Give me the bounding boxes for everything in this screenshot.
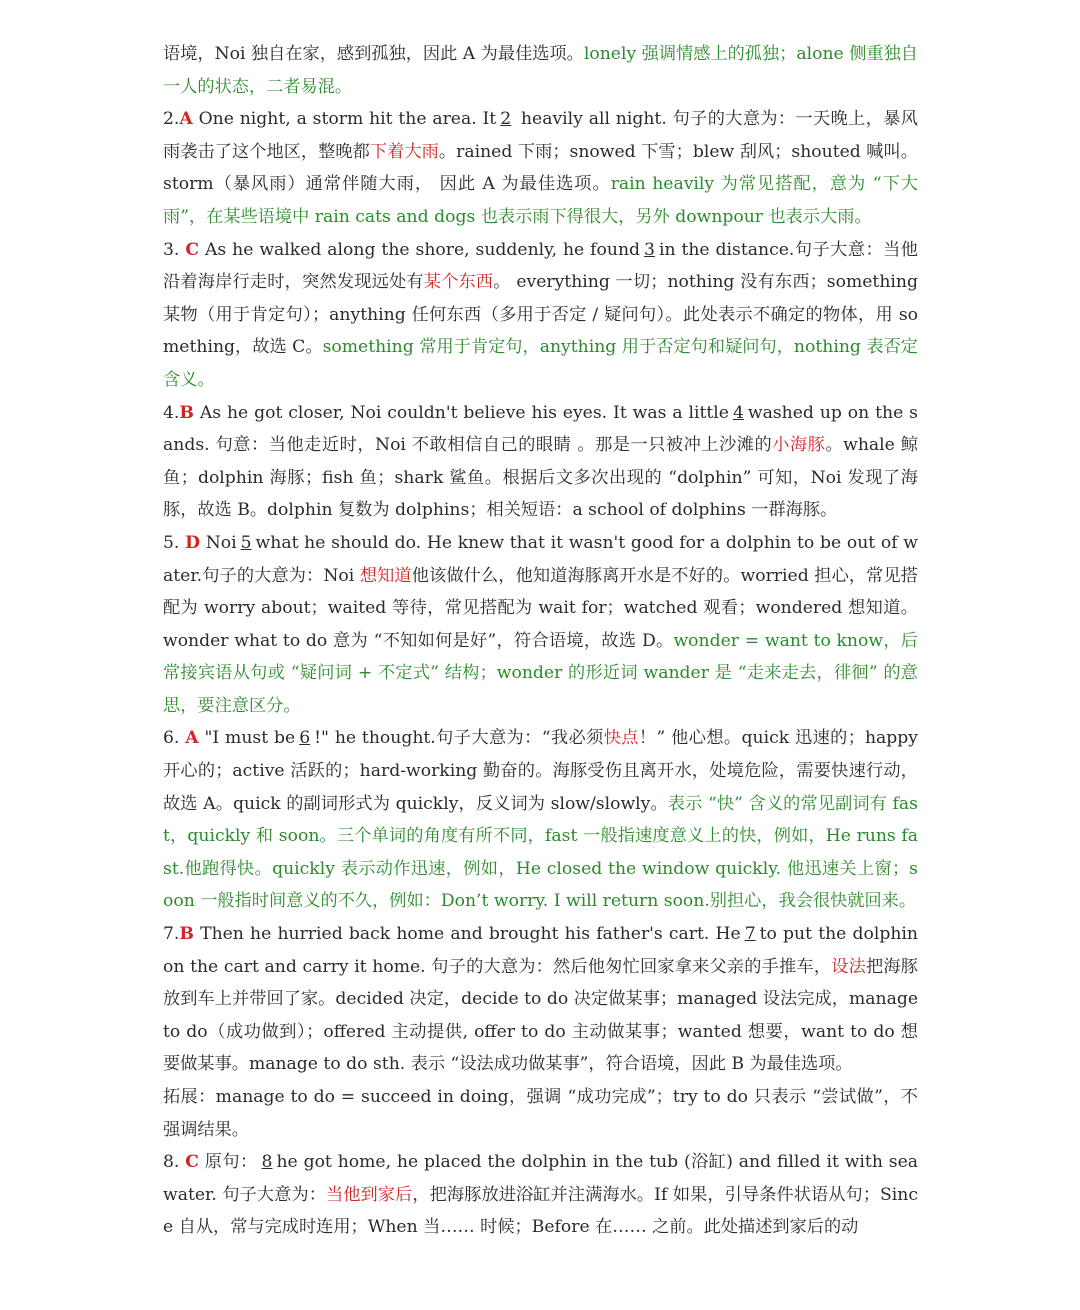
note-segment: 表示 “快” 含义的常见副词有 fast，quickly 和 soon。三个单词的角度有所不同，fast 一般指速度意义上的快，例如，He runs fast.他跑得快。quickly 表示动作迅速，例如，He closed the window quickly. 他迅速关上窗；soon 一般指时间意义的不久，例如：Don’t worry. I will return soon.别担心，我会很快就回来。	[163, 793, 918, 912]
blank-number: 6	[299, 728, 311, 749]
question-number: 8.	[163, 1152, 186, 1173]
paragraph-context-end	[163, 38, 918, 103]
text-segment: One night, a storm hit the area. It	[192, 109, 497, 130]
text-segment: in the distance.句子大意：当他沿着海岸行走时，突然发现远处有	[163, 239, 918, 293]
note-segment: lonely 强调情感上的孤独；alone 侧重独自一人的状态，二者易混。	[163, 44, 918, 97]
highlight-segment: 小海豚	[772, 435, 826, 456]
text-segment: 语境，Noi 独自在家，感到孤独，因此 A 为最佳选项。	[163, 44, 584, 64]
answer-letter: A	[179, 109, 193, 130]
note-segment: rain heavily 为常见搭配，意为 “下大雨”，在某些语境中 rain cats and dogs 也表示雨下得很大，另外 downpour 也表示大雨。	[163, 174, 918, 227]
blank-number: 5	[240, 532, 252, 553]
text-segment: As he walked along the shore, suddenly, he found	[199, 239, 641, 260]
paragraph-q4	[163, 397, 918, 527]
paragraph-q7	[163, 918, 918, 1081]
highlight-segment: 某个东西	[423, 272, 494, 293]
paragraph-q5	[163, 527, 918, 723]
text-segment: 。whale 鲸鱼；dolphin 海豚；fish 鱼；shark 鲨鱼。根据后文多次出现的 “dolphin” 可知，Noi 发现了海豚，故选 B。dolphin 复数为 dolphins；相关短语：a school of dolphins 一群海豚。	[163, 435, 918, 521]
text-segment: what he should do. He knew that it wasn't good for a dolphin to be out of water.句子的大意为：Noi	[163, 532, 918, 586]
text-segment: 。rained 下雨；snowed 下雪；blew 刮风；shouted 喊叫。storm（暴风雨）通常伴随大雨， 因此 A 为最佳选项。	[163, 141, 918, 195]
highlight-segment: 快点	[603, 728, 639, 749]
text-segment: Noi	[200, 532, 237, 553]
blank-number: 3	[644, 239, 655, 260]
blank-number: 2	[500, 109, 512, 130]
answer-letter: C	[185, 239, 200, 260]
paragraph-q6	[163, 722, 918, 918]
text-segment: 拓展：manage to do = succeed in doing，强调 “成功完成”；try to do 只表示 “尝试做”，不强调结果。	[163, 1087, 918, 1140]
question-number: 2.	[163, 109, 180, 130]
note-segment: something 常用于肯定句，anything 用于否定句和疑问句，nothing 表否定含义。	[163, 337, 918, 390]
question-number: 6.	[163, 728, 186, 749]
answer-letter: A	[185, 728, 199, 749]
text-segment: he got home, he placed the dolphin in the tub (浴缸) and filled it with sea water. 句子大意为：	[163, 1152, 918, 1205]
question-number: 7.	[163, 924, 180, 945]
paragraph-q8	[163, 1146, 918, 1244]
answer-letter: D	[185, 532, 201, 553]
blank-number: 4	[732, 402, 744, 423]
question-number: 3.	[163, 239, 186, 260]
note-segment: wonder = want to know，后常接宾语从句或 “疑问词 + 不定式” 结构；wonder 的形近词 wander 是 “走来走去，徘徊” 的意思，要注意区分。	[163, 630, 918, 716]
highlight-segment: 想知道	[359, 565, 412, 586]
text-segment: ！” 他心想。quick 迅速的；happy 开心的；active 活跃的；hard-working 勤奋的。海豚受伤且离开水，处境危险，需要快速行动，故选 A。quick 的副词形式为 quickly，反义词为 slow/slowly。	[163, 728, 918, 814]
text-segment: 他该做什么，他知道海豚离开水是不好的。worried 担心，常见搭配为 worry about；waited 等待，常见搭配为 wait for；watched 观看；wondered 想知道。wonder what to do 意为 “不知如何是好”，符合语境，故选 D。	[163, 565, 918, 651]
text-segment: As he got closer, Noi couldn't believe his eyes. It was a little	[193, 402, 729, 423]
answer-letter: B	[179, 402, 194, 423]
text-segment: 把海豚放到车上并带回了家。decided 决定，decide to do 决定做某事；managed 设法完成，manage to do（成功做到）；offered 主动提供, offer to do 主动做某事；wanted 想要，want to do 想要做某事。manage to do sth. 表示 “设法成功做某事”，符合语境，因此 B 为最佳选项。	[163, 956, 918, 1075]
answer-letter: B	[179, 924, 194, 945]
blank-number: 7	[744, 924, 756, 945]
blank-number: 8	[261, 1152, 273, 1173]
text-segment: to put the dolphin on the cart and carry it home. 句子的大意为：然后他匆忙回家拿来父亲的手推车，	[163, 924, 918, 977]
text-segment: "I must be	[198, 728, 296, 749]
paragraph-q3	[163, 234, 918, 397]
text-segment: 原句：	[198, 1152, 258, 1173]
text-segment: ，把海豚放进浴缸并注满海水。If 如果，引导条件状语从句；Since 自从，常与完成时连用；When 当…… 时候；Before 在…… 之前。此处描述到家后的动	[163, 1184, 918, 1238]
text-segment: !" he thought.句子大意为：“我必须	[314, 728, 604, 749]
text-segment: heavily all night. 句子的大意为：一天晚上，暴风雨袭击了这个地区，整晚都	[163, 109, 918, 162]
text-segment: washed up on the sands. 句意：当他走近时，Noi 不敢相信自己的眼睛 。那是一只被冲上沙滩的	[163, 402, 918, 456]
paragraph-extension	[163, 1081, 918, 1146]
highlight-segment: 当他到家后	[326, 1184, 413, 1205]
question-number: 5.	[163, 532, 186, 553]
paragraph-q2	[163, 103, 918, 233]
highlight-segment: 设法	[831, 956, 866, 977]
highlight-segment: 下着大雨	[369, 141, 439, 162]
text-segment: 。 everything 一切；nothing 没有东西；something 某物（用于肯定句）；anything 任何东西（多用于否定 / 疑问句）。此处表示不确定的物体，用 something，故选 C。	[163, 272, 918, 358]
text-segment: Then he hurried back home and brought his father's cart. He	[193, 924, 741, 945]
question-number: 4.	[163, 402, 180, 423]
answer-letter: C	[185, 1152, 199, 1173]
